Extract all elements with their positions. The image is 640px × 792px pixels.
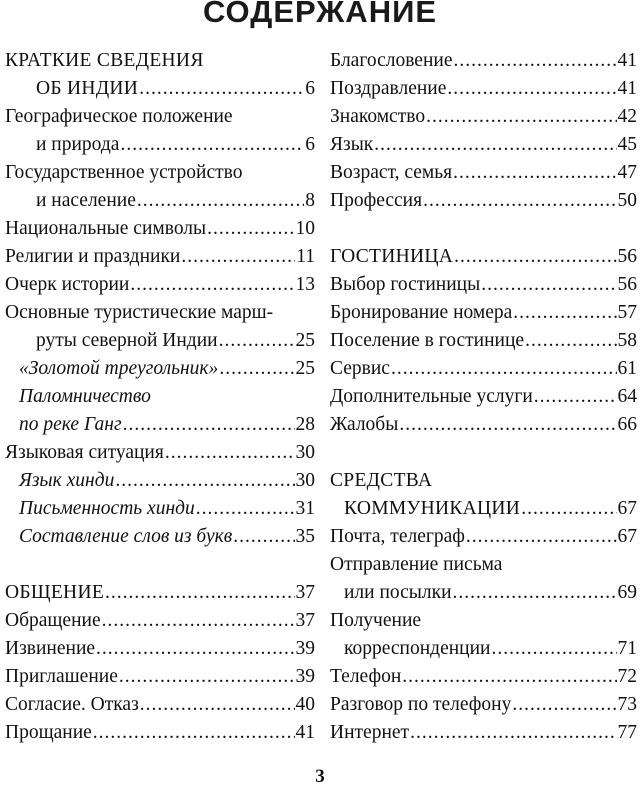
toc-entry-title: Бронирование номера — [330, 302, 513, 323]
toc-entry-title: ОБ ИНДИИ — [36, 78, 139, 99]
toc-entry — [5, 159, 315, 187]
toc-leader-dots — [196, 495, 295, 523]
toc-leader-dots — [130, 271, 294, 299]
toc-entry-title: Язык хинди — [19, 470, 115, 491]
toc-entry-title: Почта, телеграф — [330, 526, 465, 547]
toc-entry-title: Географическое положение — [5, 106, 233, 127]
toc-entry — [5, 383, 315, 411]
toc-entry-title: по реке Ганг — [19, 414, 122, 435]
toc-right-column — [330, 47, 637, 747]
toc-entry-page: 56 — [617, 274, 637, 295]
toc-entry-title: ГОСТИНИЦА — [330, 246, 454, 267]
toc-entry-title: Извинение — [5, 638, 96, 659]
toc-entry — [5, 187, 315, 215]
toc-entry-page: 25 — [295, 330, 315, 351]
toc-entry-title: Получение — [330, 610, 422, 631]
toc-entry — [5, 579, 315, 607]
toc-leader-dots — [139, 75, 304, 103]
toc-entry — [330, 299, 637, 327]
toc-entry — [5, 523, 315, 551]
toc-entry-title: Государственное устройство — [5, 162, 243, 183]
toc-entry — [330, 691, 637, 719]
toc-entry-title: КРАТКИЕ СВЕДЕНИЯ — [5, 50, 204, 71]
toc-entry-title: СРЕДСТВА — [330, 470, 433, 491]
toc-entry-page: 41 — [617, 50, 637, 71]
toc-entry — [330, 635, 637, 663]
toc-entry-page: 28 — [295, 414, 315, 435]
toc-entry — [330, 383, 637, 411]
toc-entry-title: и природа — [36, 134, 120, 155]
toc-entry-title: Дополнительные услуги — [330, 386, 533, 407]
toc-entry-title: Профессия — [330, 190, 423, 211]
toc-leader-dots — [181, 243, 295, 271]
toc-entry-page: 6 — [305, 134, 315, 155]
toc-entry — [330, 551, 637, 579]
toc-leader-dots — [521, 495, 616, 523]
toc-entry-title: Возраст, семья — [330, 162, 453, 183]
toc-entry-title: ОБЩЕНИЕ — [5, 582, 105, 603]
toc-entry-page: 25 — [295, 358, 315, 379]
toc-entry-page: 56 — [617, 246, 637, 267]
toc-entry — [330, 495, 637, 523]
toc-entry-title: Прощание — [5, 722, 92, 743]
toc-entry — [330, 579, 637, 607]
toc-entry-page: 31 — [295, 498, 315, 519]
toc-entry-page: 13 — [295, 274, 315, 295]
toc-entry-page: 39 — [295, 666, 315, 687]
toc-entry — [330, 271, 637, 299]
toc-entry-title: Знакомство — [330, 106, 426, 127]
toc-entry-page: 41 — [617, 78, 637, 99]
toc-entry-title: Телефон — [330, 666, 402, 687]
toc-leader-dots — [165, 439, 295, 467]
toc-entry — [5, 131, 315, 159]
toc-leader-dots — [453, 47, 616, 75]
toc-leader-dots — [123, 411, 295, 439]
toc-entry-page: 30 — [295, 470, 315, 491]
toc-entry-page: 58 — [617, 330, 637, 351]
toc-entry — [5, 495, 315, 523]
toc-leader-dots — [447, 75, 616, 103]
toc-entry-title: Составление слов из букв — [19, 526, 233, 547]
toc-entry — [5, 47, 315, 75]
toc-entry-page: 67 — [617, 526, 637, 547]
toc-entry-title: Отправление письма — [330, 554, 503, 575]
toc-entry — [330, 131, 637, 159]
toc-entry-title: Интернет — [330, 722, 410, 743]
toc-entry-page: 42 — [617, 106, 637, 127]
toc-entry — [5, 663, 315, 691]
toc-leader-dots — [426, 103, 616, 131]
toc-entry — [330, 467, 637, 495]
toc-entry — [5, 299, 315, 327]
toc-entry-page: 47 — [617, 162, 637, 183]
toc-entry — [5, 103, 315, 131]
toc-entry-title: Основные туристические марш- — [5, 302, 274, 323]
toc-entry-page: 57 — [617, 302, 637, 323]
toc-entry — [5, 271, 315, 299]
toc-entry — [330, 327, 637, 355]
toc-entry-title: Поселение в гостинице — [330, 330, 525, 351]
toc-leader-dots — [120, 131, 304, 159]
toc-leader-dots — [513, 299, 616, 327]
toc-entry-page: 67 — [617, 498, 637, 519]
toc-entry-title: и население — [36, 190, 136, 211]
toc-entry-title: Разговор по телефону — [330, 694, 512, 715]
toc-entry-title: Очерк истории — [5, 274, 130, 295]
toc-entry — [5, 75, 315, 103]
toc-entry-title: Сервис — [330, 358, 390, 379]
toc-entry-title: Религии и праздники — [5, 246, 181, 267]
toc-entry-title: Жалобы — [330, 414, 399, 435]
toc-entry — [330, 243, 637, 271]
toc-leader-dots — [233, 523, 294, 551]
toc-leader-dots — [491, 635, 616, 663]
toc-entry — [330, 411, 637, 439]
toc-entry-page: 50 — [617, 190, 637, 211]
toc-entry — [330, 103, 637, 131]
toc-entry — [5, 635, 315, 663]
toc-entry-page: 66 — [617, 414, 637, 435]
toc-leader-dots — [423, 187, 616, 215]
toc-entry-page: 37 — [295, 582, 315, 603]
page-title: СОДЕРЖАНИЕ — [202, 0, 438, 29]
toc-leader-dots — [410, 719, 616, 747]
toc-entry-title: или посылки — [344, 582, 452, 603]
toc-entry-title: Национальные символы — [5, 218, 207, 239]
toc-entry-page: 37 — [295, 610, 315, 631]
toc-entry-title: «Золотой треугольник» — [19, 358, 219, 379]
toc-leader-dots — [453, 159, 616, 187]
toc-entry — [5, 355, 315, 383]
toc-entry-page: 8 — [305, 190, 315, 211]
toc-leader-dots — [374, 131, 616, 159]
toc-leader-dots — [140, 691, 295, 719]
toc-entry — [330, 523, 637, 551]
toc-entry — [330, 355, 637, 383]
toc-entry — [330, 187, 637, 215]
toc-entry — [5, 719, 315, 747]
toc-entry-page: 39 — [295, 638, 315, 659]
page-number: 3 — [315, 766, 325, 787]
toc-leader-dots — [481, 271, 616, 299]
toc-entry-title: руты северной Индии — [36, 330, 218, 351]
toc-entry — [330, 159, 637, 187]
toc-leader-dots — [93, 719, 295, 747]
toc-entry-title: Согласие. Отказ — [5, 694, 139, 715]
toc-entry-page: 35 — [295, 526, 315, 547]
toc-entry-page: 71 — [617, 638, 637, 659]
toc-entry — [5, 327, 315, 355]
toc-entry-page: 61 — [617, 358, 637, 379]
toc-entry-title: Язык — [330, 134, 374, 155]
toc-entry-page: 6 — [305, 78, 315, 99]
toc-entry-title: Выбор гостиницы — [330, 274, 481, 295]
toc-entry-title: Письменность хинди — [19, 498, 195, 519]
toc-leader-dots — [534, 383, 617, 411]
toc-entry — [330, 47, 637, 75]
toc-entry-page: 72 — [617, 666, 637, 687]
toc-entry — [5, 243, 315, 271]
toc-leader-dots — [399, 411, 616, 439]
toc-entry — [5, 439, 315, 467]
toc-entry — [5, 215, 315, 243]
toc-entry-title: КОММУНИКАЦИИ — [344, 498, 521, 519]
toc-entry-title: Паломничество — [19, 386, 151, 407]
toc-entry-title: Поздравление — [330, 78, 447, 99]
toc-leader-dots — [219, 355, 294, 383]
toc-leader-dots — [391, 355, 617, 383]
toc-leader-dots — [402, 663, 616, 691]
toc-leader-dots — [137, 187, 304, 215]
toc-leader-dots — [119, 663, 295, 691]
toc-leader-dots — [454, 243, 616, 271]
toc-leader-dots — [105, 579, 294, 607]
toc-entry-title: Языковая ситуация — [5, 442, 164, 463]
toc-entry-title: Обращение — [5, 610, 101, 631]
toc-entry-page: 73 — [617, 694, 637, 715]
toc-leader-dots — [102, 607, 295, 635]
toc-entry-page: 10 — [295, 218, 315, 239]
toc-entry-page: 40 — [295, 694, 315, 715]
toc-entry-page: 30 — [295, 442, 315, 463]
toc-entry-page: 69 — [617, 582, 637, 603]
toc-leader-dots — [207, 215, 294, 243]
toc-entry-title: Благословение — [330, 50, 453, 71]
toc-entry — [330, 75, 637, 103]
toc-entry — [5, 467, 315, 495]
toc-entry — [5, 411, 315, 439]
toc-entry — [330, 663, 637, 691]
toc-leader-dots — [512, 691, 616, 719]
toc-leader-dots — [525, 327, 616, 355]
toc-entry-page: 11 — [296, 246, 315, 267]
toc-entry-title: корреспонденции — [344, 638, 491, 659]
toc-entry — [5, 607, 315, 635]
toc-leader-dots — [115, 467, 294, 495]
toc-entry — [5, 691, 315, 719]
toc-entry-page: 77 — [617, 722, 637, 743]
toc-entry-page: 41 — [295, 722, 315, 743]
toc-entry — [330, 607, 637, 635]
toc-left-column — [5, 47, 315, 747]
toc-leader-dots — [219, 327, 295, 355]
toc-entry — [330, 719, 637, 747]
toc-leader-dots — [466, 523, 617, 551]
toc-entry-page: 45 — [617, 134, 637, 155]
toc-entry-title: Приглашение — [5, 666, 118, 687]
toc-leader-dots — [453, 579, 617, 607]
toc-entry-page: 64 — [617, 386, 637, 407]
toc-leader-dots — [96, 635, 294, 663]
